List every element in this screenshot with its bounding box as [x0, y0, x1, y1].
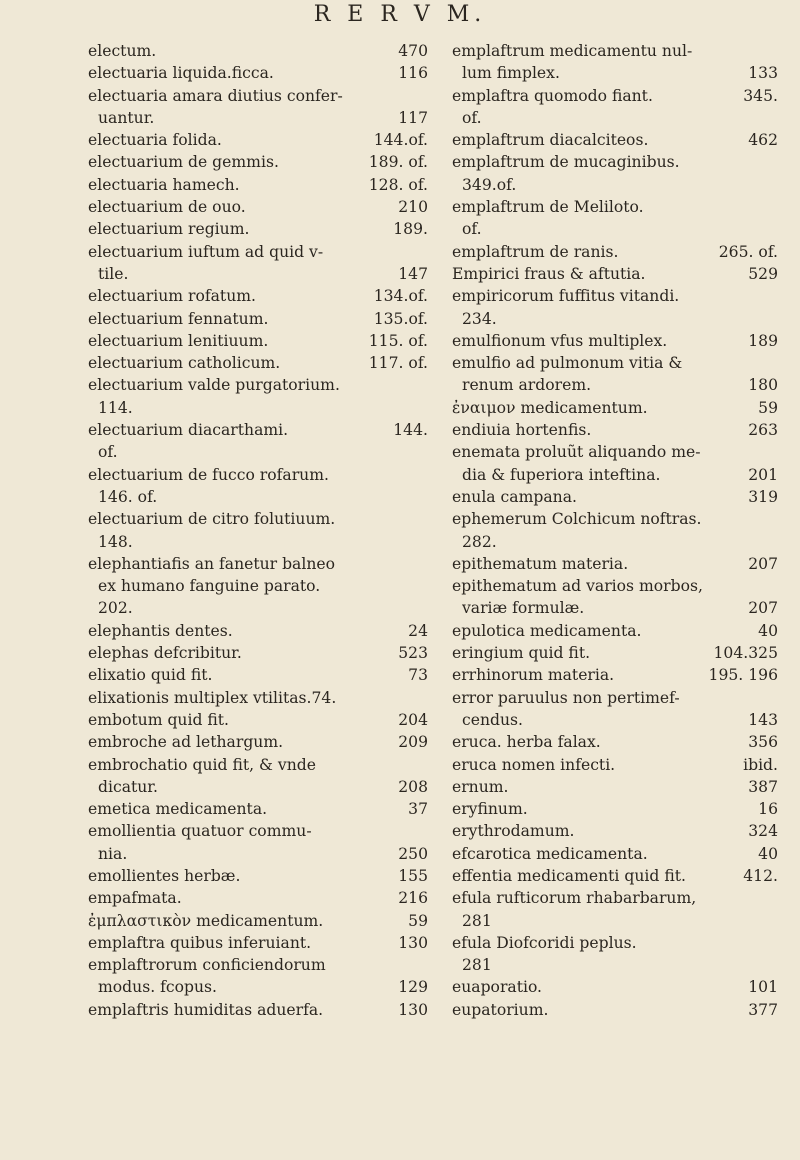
index-entry	[452, 776, 778, 798]
entry-continuation: uantur.	[98, 108, 155, 127]
entry-term: emplaftrum medicamentu nul-	[452, 42, 693, 60]
page-header: R E R V M.	[313, 2, 487, 27]
entry-page: 59	[758, 398, 778, 417]
entry-page: 387	[748, 777, 778, 796]
entry-term: eryfinum.	[452, 800, 528, 819]
index-entry	[452, 976, 778, 998]
entry-page: 117. of.	[368, 354, 428, 373]
entry-page: 59	[408, 911, 428, 930]
entry-page: 180	[748, 376, 778, 395]
index-entry	[88, 642, 428, 664]
index-entry	[88, 308, 428, 330]
entry-term: emplaftrorum conficiendorum	[88, 956, 326, 975]
index-entry	[88, 40, 428, 62]
entry-page: 114.	[98, 398, 133, 417]
entry-page: 40	[758, 844, 778, 863]
entry-page: 130	[398, 1000, 428, 1019]
entry-term: euaporatio.	[452, 978, 543, 997]
entry-term: empafmata.	[88, 889, 182, 908]
entry-term: epulotica medicamenta.	[452, 621, 642, 640]
index-entry	[452, 486, 778, 508]
index-entry	[88, 419, 428, 464]
entry-term: emplaftris humiditas aduerfa.	[88, 1000, 324, 1019]
entry-page: 281	[462, 956, 492, 975]
entry-term: ἐναιμον medicamentum.	[452, 398, 648, 417]
entry-page: 101	[748, 978, 778, 997]
entry-term: electuarium diacarthami.	[88, 421, 289, 440]
index-entry	[452, 40, 778, 85]
index-entry	[88, 508, 428, 553]
index-entry	[88, 709, 428, 731]
index-entry	[452, 129, 778, 151]
entry-term: eringium quid fit.	[452, 644, 591, 663]
entry-page: 144.of.	[373, 131, 428, 150]
entry-term: efula Diofcoridi peplus.	[452, 933, 637, 952]
entry-page: 16	[758, 800, 778, 819]
index-entry	[452, 843, 778, 865]
entry-term: efcarotica medicamenta.	[452, 844, 648, 863]
entry-continuation: modus. fcopus.	[98, 978, 217, 997]
entry-term: emplaftrum de ranis.	[452, 242, 619, 261]
entry-term: elephantis dentes.	[88, 621, 233, 640]
entry-page: 204	[398, 710, 428, 729]
entry-page: 250	[398, 844, 428, 863]
entry-page: 24	[408, 621, 428, 640]
entry-page: 462	[748, 131, 778, 150]
entry-page: 189	[748, 331, 778, 350]
index-entry	[88, 731, 428, 753]
entry-page: 195. 196	[708, 666, 778, 685]
index-entry	[88, 174, 428, 196]
entry-page: 202.	[98, 599, 133, 618]
entry-continuation: ex humano fanguine parato.	[98, 577, 321, 596]
index-entry	[88, 620, 428, 642]
entry-term: electuarium regium.	[88, 220, 250, 239]
entry-page: 356	[748, 733, 778, 752]
entry-term: emollientia quatuor commu-	[88, 822, 312, 841]
entry-term: epithematum ad varios morbos,	[452, 577, 703, 596]
index-entry	[452, 508, 778, 553]
entry-page: 134.of.	[373, 287, 428, 306]
entry-page: 207	[748, 554, 778, 573]
index-entry	[88, 865, 428, 887]
index-entry	[452, 642, 778, 664]
entry-page: 263	[748, 421, 778, 440]
entry-term: enemata proluũt aliquando me-	[452, 443, 701, 462]
entry-page: 115. of.	[368, 331, 428, 350]
index-entry	[452, 196, 778, 241]
index-entry	[452, 999, 778, 1021]
entry-term: ernum.	[452, 777, 509, 796]
entry-page: 324	[748, 822, 778, 841]
entry-term: elixatio quid fit.	[88, 666, 213, 685]
entry-continuation: of.	[462, 220, 482, 239]
index-entry	[88, 129, 428, 151]
entry-term: electuarium de ouo.	[88, 198, 246, 217]
index-entry	[88, 687, 428, 709]
entry-term: errhinorum materia.	[452, 666, 615, 685]
entry-page: 209	[398, 733, 428, 752]
entry-page: 40	[758, 621, 778, 640]
entry-term: erythrodamum.	[452, 822, 575, 841]
entry-term: electuarium de citro folutiuum.	[88, 510, 336, 529]
index-entry	[88, 820, 428, 865]
entry-term: elephas defcribitur.	[88, 644, 242, 663]
index-entry	[88, 932, 428, 954]
entry-term: efula rufticorum rhabarbarum,	[452, 889, 697, 908]
entry-term: electuarium rofatum.	[88, 287, 256, 306]
entry-term: electuarium valde purgatorium.	[88, 376, 340, 395]
entry-continuation: nia.	[98, 844, 128, 863]
index-entry	[452, 687, 778, 732]
entry-continuation: dia & fuperiora inteftina.	[462, 465, 661, 484]
entry-term: emplaftrum diacalciteos.	[452, 131, 649, 150]
index-entry	[452, 553, 778, 575]
entry-page: 349.of.	[462, 175, 517, 194]
entry-page: 147	[398, 264, 428, 283]
entry-term: eupatorium.	[452, 1000, 549, 1019]
index-entry	[88, 196, 428, 218]
entry-page: 133	[748, 64, 778, 83]
entry-continuation: dicatur.	[98, 777, 159, 796]
index-entry	[452, 664, 778, 686]
index-entry	[452, 575, 778, 620]
entry-term: electuarium iuftum ad quid v-	[88, 242, 324, 261]
entry-term: Empirici fraus & aftutia.	[452, 264, 646, 283]
entry-page: 319	[748, 487, 778, 506]
entry-continuation: tile.	[98, 264, 129, 283]
entry-page: 216	[398, 889, 428, 908]
index-entry	[88, 218, 428, 240]
index-entry	[452, 397, 778, 419]
entry-page: 210	[398, 198, 428, 217]
entry-page: 412.	[743, 866, 778, 885]
index-entry	[88, 374, 428, 419]
index-entry	[88, 887, 428, 909]
index-entry	[88, 910, 428, 932]
index-entry	[88, 285, 428, 307]
index-entry	[452, 441, 778, 486]
entry-term: embotum quid fit.	[88, 710, 230, 729]
entry-page: 37	[408, 800, 428, 819]
entry-term: eruca. herba falax.	[452, 733, 601, 752]
entry-term: ephemerum Colchicum noftras.	[452, 510, 702, 529]
entry-page: 189. of.	[368, 153, 428, 172]
entry-page: 135.of.	[373, 309, 428, 328]
index-entry	[452, 419, 778, 441]
entry-page: 201	[748, 465, 778, 484]
entry-term: embroche ad lethargum.	[88, 733, 284, 752]
entry-page: 155	[398, 866, 428, 885]
index-entry	[88, 464, 428, 509]
entry-term: empiricorum fuffitus vitandi.	[452, 287, 680, 306]
entry-page: 143	[748, 710, 778, 729]
entry-page: 148.	[98, 532, 133, 551]
index-entry	[452, 820, 778, 842]
entry-continuation: of.	[98, 443, 118, 462]
entry-page: 345.	[743, 86, 778, 105]
index-entry	[88, 954, 428, 999]
entry-term: electum.	[88, 42, 157, 60]
entry-continuation: variæ formulæ.	[462, 599, 585, 618]
index-entry	[88, 62, 428, 84]
index-entry	[452, 151, 778, 196]
index-entry	[88, 151, 428, 173]
index-entry	[452, 620, 778, 642]
index-entry	[452, 865, 778, 887]
entry-page: 128. of.	[368, 175, 428, 194]
entry-term: electuarium lenitiuum.	[88, 331, 269, 350]
entry-page: 523	[398, 644, 428, 663]
index-entry	[88, 553, 428, 620]
entry-page: 207	[748, 599, 778, 618]
entry-term: emplaftrum de mucaginibus.	[452, 153, 680, 172]
index-entry	[452, 352, 778, 397]
entry-term: emulfionum vfus multiplex.	[452, 331, 668, 350]
entry-term: eruca nomen infecti.	[452, 755, 616, 774]
entry-page: 265. of.	[718, 242, 778, 261]
index-entry	[88, 798, 428, 820]
entry-term: electuaria hamech.	[88, 175, 240, 194]
entry-continuation: renum ardorem.	[462, 376, 592, 395]
entry-term: electuarium catholicum.	[88, 354, 281, 373]
entry-term: electuaria amara diutius confer-	[88, 86, 343, 105]
entry-page: ibid.	[743, 755, 778, 774]
entry-page: 234.	[462, 309, 497, 328]
entry-term: elephantiafis an fanetur balneo	[88, 554, 336, 573]
entry-page: 129	[398, 978, 428, 997]
entry-term: electuaria folida.	[88, 131, 222, 150]
entry-continuation: of.	[462, 108, 482, 127]
entry-term: emplaftra quomodo fiant.	[452, 86, 653, 105]
index-entry	[452, 263, 778, 285]
index-entry	[88, 352, 428, 374]
index-entry	[452, 731, 778, 753]
entry-page: 130	[398, 933, 428, 952]
entry-page: 282.	[462, 532, 497, 551]
entry-term: epithematum materia.	[452, 554, 629, 573]
entry-term: emplaftra quibus inferuiant.	[88, 933, 312, 952]
index-entry	[452, 330, 778, 352]
entry-term: enula campana.	[452, 487, 577, 506]
entry-page: 117	[398, 108, 428, 127]
entry-page: 104.325	[713, 644, 778, 663]
entry-page: 116	[398, 64, 428, 83]
entry-term: elixationis multiplex vtilitas.74.	[88, 688, 337, 707]
index-entry	[452, 798, 778, 820]
entry-continuation: lum fimplex.	[462, 64, 560, 83]
entry-term: emulfio ad pulmonum vitia &	[452, 354, 683, 373]
entry-page: 470	[398, 42, 428, 60]
entry-term: electuarium de gemmis.	[88, 153, 279, 172]
index-entry	[88, 754, 428, 799]
entry-term: emplaftrum de Meliloto.	[452, 198, 644, 217]
entry-page: 208	[398, 777, 428, 796]
index-entry	[452, 241, 778, 263]
right-column	[452, 40, 778, 1021]
entry-page: 377	[748, 1000, 778, 1019]
entry-page: 529	[748, 264, 778, 283]
index-entry	[452, 887, 778, 932]
entry-term: emetica medicamenta.	[88, 800, 268, 819]
entry-term: endiuia hortenfis.	[452, 421, 592, 440]
entry-term: electuarium fennatum.	[88, 309, 269, 328]
index-entry	[88, 85, 428, 130]
entry-term: ἐμπλαστικὸν medicamentum.	[88, 911, 324, 930]
entry-term: embrochatio quid fit, & vnde	[88, 755, 316, 774]
entry-continuation: cendus.	[462, 710, 523, 729]
index-entry	[88, 999, 428, 1021]
entry-term: effentia medicamenti quid fit.	[452, 866, 686, 885]
index-entry	[452, 85, 778, 130]
index-entry	[88, 330, 428, 352]
entry-page: 146. of.	[98, 487, 158, 506]
entry-term: electuaria liquida.ficca.	[88, 64, 274, 83]
entry-term: electuarium de fucco rofarum.	[88, 465, 329, 484]
index-entry	[88, 664, 428, 686]
index-entry	[452, 754, 778, 776]
index-entry	[452, 932, 778, 977]
entry-page: 281	[462, 911, 492, 930]
entry-term: emollientes herbæ.	[88, 866, 241, 885]
index-entry	[452, 285, 778, 330]
index-entry	[88, 241, 428, 286]
entry-page: 189.	[393, 220, 428, 239]
entry-page: 73	[408, 666, 428, 685]
entry-page: 144.	[393, 421, 428, 440]
entry-term: error paruulus non pertimef-	[452, 688, 680, 707]
left-column	[88, 40, 428, 1021]
